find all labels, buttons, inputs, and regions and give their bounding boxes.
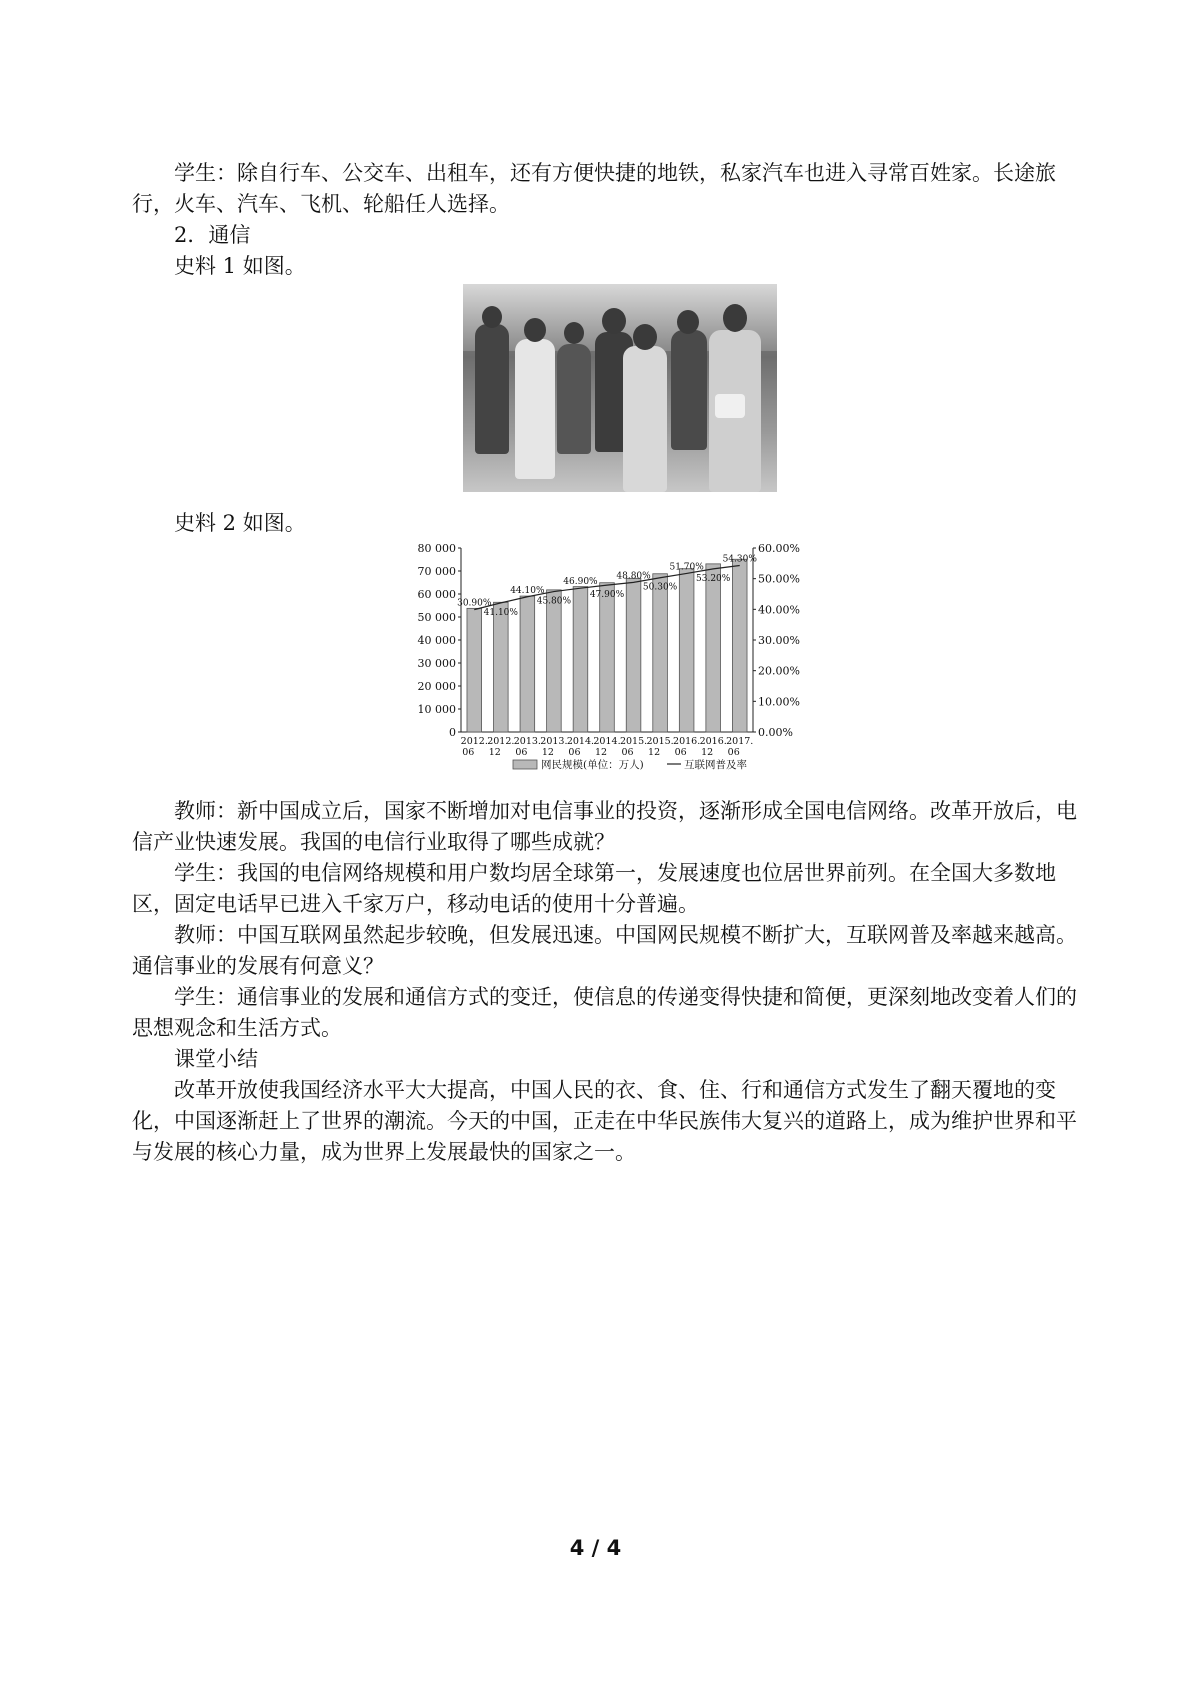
- right-tick-label: 30.00%: [758, 634, 800, 647]
- bar: [547, 590, 562, 732]
- left-tick-label: 50 000: [417, 611, 456, 624]
- legend-bar-label: 网民规模(单位：万人): [541, 759, 644, 771]
- data-label: 53.20%: [696, 573, 731, 584]
- category-label: 2012.: [487, 736, 515, 747]
- category-label: 2015.: [646, 736, 674, 747]
- category-label: 06: [462, 747, 475, 758]
- student-paragraph-2: 学生：通信事业的发展和通信方式的变迁，使信息的传递变得快捷和简便，更深刻地改变着人们的思想观念和生活方式。: [132, 985, 1077, 1040]
- transport-section: [132, 158, 1092, 282]
- bar: [626, 578, 641, 732]
- category-label: 06: [727, 747, 740, 758]
- bar: [467, 608, 482, 732]
- bar: [520, 596, 535, 732]
- data-label: 51.70%: [669, 562, 704, 573]
- source-1-label: 史料 1 如图。: [174, 254, 306, 278]
- category-label: 12: [541, 747, 554, 758]
- bar: [706, 564, 721, 732]
- category-label: 06: [621, 747, 634, 758]
- legend-line-label: 互联网普及率: [684, 759, 747, 771]
- photo-people-with-phones: [463, 284, 777, 492]
- left-tick-label: 80 000: [417, 542, 456, 555]
- bar: [494, 602, 509, 732]
- category-label: 2015.: [619, 736, 648, 747]
- right-tick-label: 50.00%: [758, 572, 800, 586]
- category-label: 12: [488, 747, 501, 758]
- bar: [732, 559, 747, 732]
- bar: [679, 569, 694, 732]
- category-label: 06: [674, 747, 687, 758]
- left-tick-label: 10 000: [417, 703, 456, 716]
- data-label: 41.10%: [483, 607, 518, 618]
- internet-users-chart: [405, 538, 835, 772]
- data-label: 50.30%: [642, 582, 678, 593]
- summary-paragraph: 改革开放使我国经济水平大大提高，中国人民的衣、食、住、行和通信方式发生了翻天覆地的变化，中国逐渐赶上了世界的潮流。今天的中国，正走在中华民族伟大复兴的道路上，成为维护世界和平与发展的核心力量，成为世界上发展最快的国家之一。: [132, 1078, 1077, 1164]
- category-label: 2016.: [673, 736, 701, 747]
- category-label: 2016.: [699, 736, 727, 747]
- data-label: 54.30%: [722, 554, 757, 565]
- student-transport-paragraph: 学生：除自行车、公交车、出租车，还有方便快捷的地铁，私家汽车也进入寻常百姓家。长途旅行，火车、汽车、飞机、轮船任人选择。: [132, 161, 1056, 216]
- source-2-label: 史料 2 如图。: [174, 511, 306, 535]
- teacher-paragraph-1: 教师：新中国成立后，国家不断增加对电信事业的投资，逐渐形成全国电信网络。改革开放后，电信产业快速发展。我国的电信行业取得了哪些成就？: [132, 799, 1077, 854]
- bar: [653, 574, 668, 732]
- category-label: 12: [648, 747, 661, 758]
- data-label: 44.10%: [510, 585, 545, 596]
- data-label: 45.80%: [536, 596, 572, 607]
- right-tick-label: 0.00%: [758, 726, 793, 739]
- student-paragraph-1: 学生：我国的电信网络规模和用户数均居全球第一，发展速度也位居世界前列。在全国大多数地区，固定电话早已进入千家万户，移动电话的使用十分普遍。: [132, 861, 1056, 916]
- right-tick-label: 60.00%: [758, 542, 800, 555]
- source-2-block: [132, 508, 1092, 539]
- left-tick-label: 70 000: [417, 565, 456, 578]
- left-tick-label: 60 000: [417, 588, 456, 601]
- left-tick-label: 0: [449, 726, 456, 739]
- data-label: 30.90%: [457, 598, 492, 609]
- communication-dialogue: [132, 796, 1092, 1168]
- legend-bar-swatch: [513, 760, 537, 769]
- summary-heading: 课堂小结: [174, 1047, 258, 1071]
- category-label: 12: [701, 747, 714, 758]
- category-label: 2014.: [566, 736, 595, 747]
- category-label: 06: [568, 747, 581, 758]
- bar: [600, 583, 615, 732]
- page-number: 4 / 4: [569, 1536, 622, 1560]
- category-label: 06: [515, 747, 528, 758]
- left-tick-label: 30 000: [417, 657, 456, 670]
- data-label: 47.90%: [589, 590, 625, 601]
- category-label: 12: [594, 747, 608, 758]
- bar: [573, 587, 588, 732]
- left-tick-label: 20 000: [417, 680, 456, 693]
- teacher-paragraph-2: 教师：中国互联网虽然起步较晚，但发展迅速。中国网民规模不断扩大，互联网普及率越来越高。通信事业的发展有何意义？: [132, 923, 1077, 978]
- right-tick-label: 40.00%: [758, 603, 800, 617]
- data-label: 46.90%: [563, 577, 598, 588]
- category-label: 2013.: [513, 736, 541, 747]
- category-label: 2013.: [540, 736, 568, 747]
- right-tick-label: 10.00%: [758, 695, 800, 709]
- category-label: 2012.: [460, 736, 488, 747]
- data-label: 48.80%: [616, 571, 651, 582]
- heading-communication: 2．通信: [174, 223, 251, 247]
- left-tick-label: 40 000: [417, 634, 456, 647]
- category-label: 2014.: [593, 736, 621, 747]
- category-label: 2017.: [726, 736, 754, 747]
- right-tick-label: 20.00%: [758, 664, 800, 678]
